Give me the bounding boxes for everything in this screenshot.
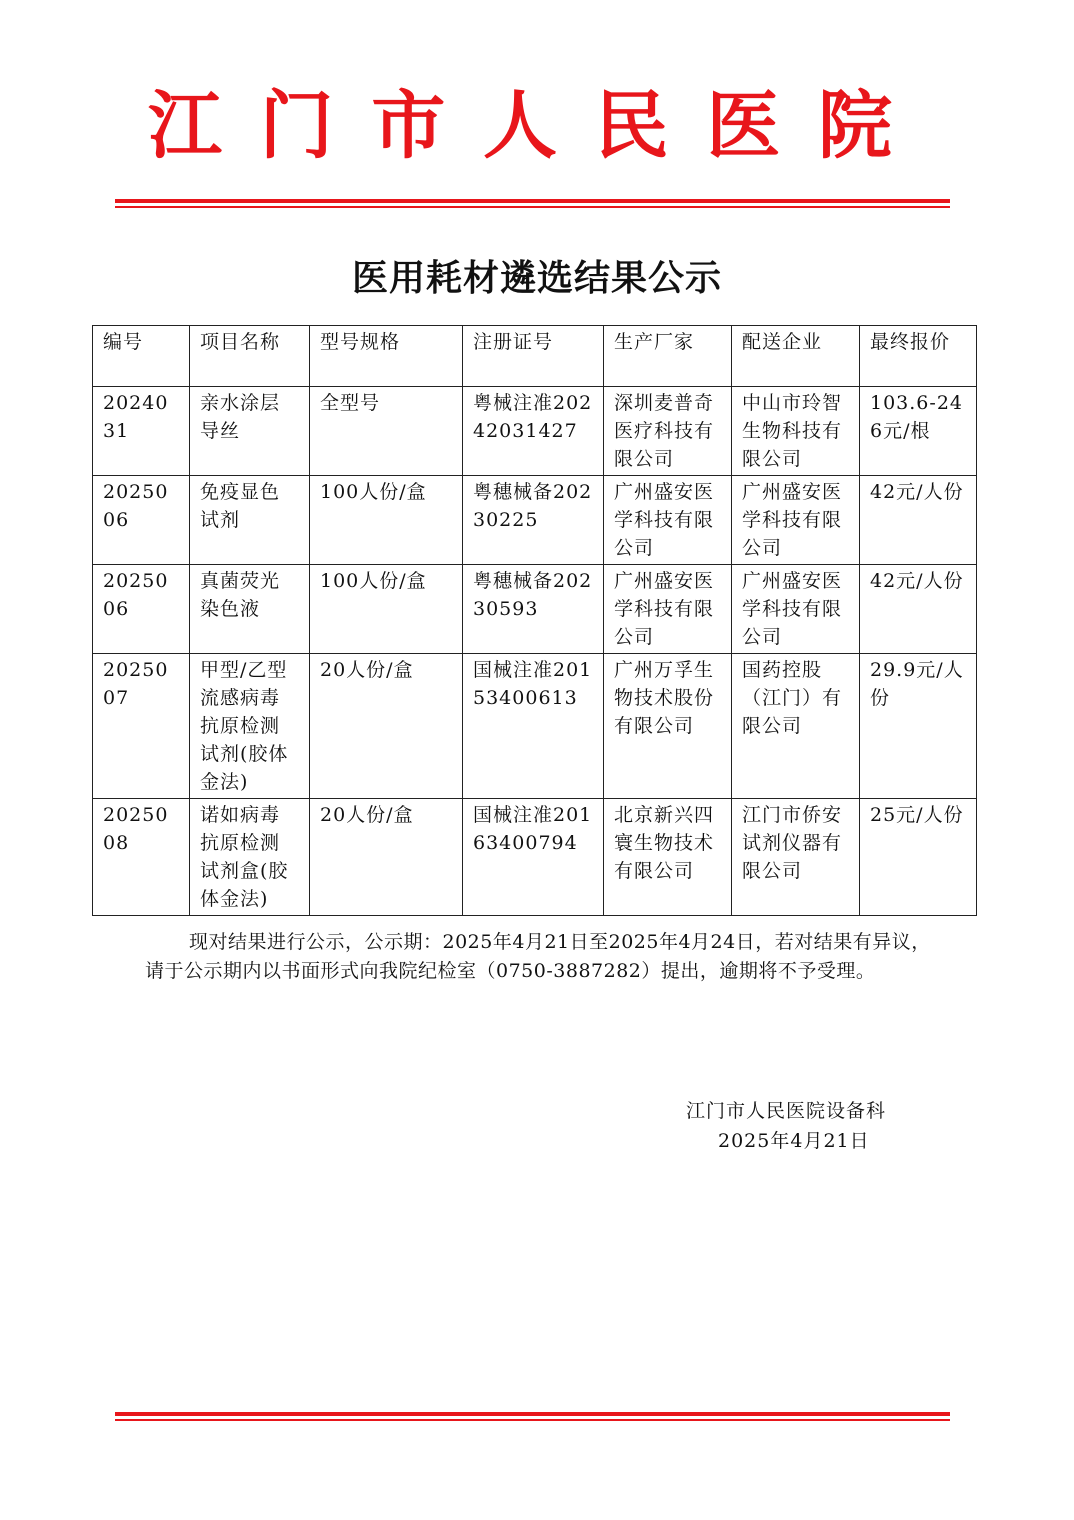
header-cell-distributor: 配送企业 xyxy=(732,326,860,387)
cell-spec: 100人份/盒 xyxy=(310,565,463,654)
cell-price: 25元/人份 xyxy=(860,799,977,916)
header-cell-registration: 注册证号 xyxy=(463,326,604,387)
cell-number: 2024031 xyxy=(93,387,190,476)
cell-item: 真菌荧光染色液 xyxy=(190,565,310,654)
cell-distributor: 国药控股（江门）有限公司 xyxy=(732,654,860,799)
cell-distributor: 江门市侨安试剂仪器有限公司 xyxy=(732,799,860,916)
cell-registration: 国械注准20163400794 xyxy=(463,799,604,916)
cell-manufacturer: 广州盛安医学科技有限公司 xyxy=(604,565,732,654)
letterhead-char: 院 xyxy=(817,83,892,169)
cell-item: 甲型/乙型流感病毒抗原检测试剂(胶体金法) xyxy=(190,654,310,799)
notice-paragraph: 现对结果进行公示，公示期：2025年4月21日至2025年4月24日，若对结果有异议，请于公示期内以书面形式向我院纪检室（0750-3887282）提出，逾期将不予受理。 xyxy=(145,931,931,982)
cell-distributor: 广州盛安医学科技有限公司 xyxy=(732,565,860,654)
table-row xyxy=(93,565,977,654)
header-cell-manufacturer: 生产厂家 xyxy=(604,326,732,387)
letterhead-char: 民 xyxy=(594,83,669,169)
cell-spec: 20人份/盒 xyxy=(310,799,463,916)
cell-number: 2025006 xyxy=(93,565,190,654)
table-row xyxy=(93,654,977,799)
cell-spec: 100人份/盒 xyxy=(310,476,463,565)
cell-distributor: 广州盛安医学科技有限公司 xyxy=(732,476,860,565)
letterhead-char: 江 xyxy=(148,83,222,169)
cell-item: 免疫显色试剂 xyxy=(190,476,310,565)
cell-registration: 粤穗械备20230225 xyxy=(463,476,604,565)
cell-registration: 粤械注准20242031427 xyxy=(463,387,604,476)
cell-distributor: 中山市玲智生物科技有限公司 xyxy=(732,387,860,476)
header-cell-number: 编号 xyxy=(93,326,190,387)
cell-spec: 全型号 xyxy=(310,387,463,476)
cell-number: 2025007 xyxy=(93,654,190,799)
cell-price: 42元/人份 xyxy=(860,476,977,565)
letterhead-divider-bottom xyxy=(115,1412,950,1421)
document-title: 医用耗材遴选结果公示 xyxy=(351,257,722,299)
letterhead-char: 人 xyxy=(482,83,557,169)
cell-item: 亲水涂层导丝 xyxy=(190,387,310,476)
table-row xyxy=(93,799,977,916)
header-cell-item: 项目名称 xyxy=(190,326,310,387)
cell-manufacturer: 深圳麦普奇医疗科技有限公司 xyxy=(604,387,732,476)
letterhead-char: 医 xyxy=(706,83,781,169)
table-header-row xyxy=(93,326,977,387)
header-cell-spec: 型号规格 xyxy=(310,326,463,387)
results-table xyxy=(92,325,977,916)
table-row xyxy=(93,476,977,565)
letterhead-char: 市 xyxy=(371,83,446,169)
signature-department: 江门市人民医院设备科 xyxy=(686,1100,887,1122)
cell-manufacturer: 广州万孚生物技术股份有限公司 xyxy=(604,654,732,799)
cell-spec: 20人份/盒 xyxy=(310,654,463,799)
cell-number: 2025008 xyxy=(93,799,190,916)
cell-price: 103.6-246元/根 xyxy=(860,387,977,476)
table-row xyxy=(93,387,977,476)
hospital-letterhead xyxy=(140,72,900,168)
cell-price: 29.9元/人份 xyxy=(860,654,977,799)
cell-manufacturer: 广州盛安医学科技有限公司 xyxy=(604,476,732,565)
cell-item: 诺如病毒抗原检测试剂盒(胶体金法) xyxy=(190,799,310,916)
cell-registration: 粤穗械备20230593 xyxy=(463,565,604,654)
header-cell-price: 最终报价 xyxy=(860,326,977,387)
cell-registration: 国械注准20153400613 xyxy=(463,654,604,799)
cell-manufacturer: 北京新兴四寰生物技术有限公司 xyxy=(604,799,732,916)
cell-price: 42元/人份 xyxy=(860,565,977,654)
cell-number: 2025006 xyxy=(93,476,190,565)
signature-date: 2025年4月21日 xyxy=(718,1130,870,1152)
letterhead-divider-top xyxy=(115,199,950,208)
letterhead-char: 门 xyxy=(259,83,334,169)
